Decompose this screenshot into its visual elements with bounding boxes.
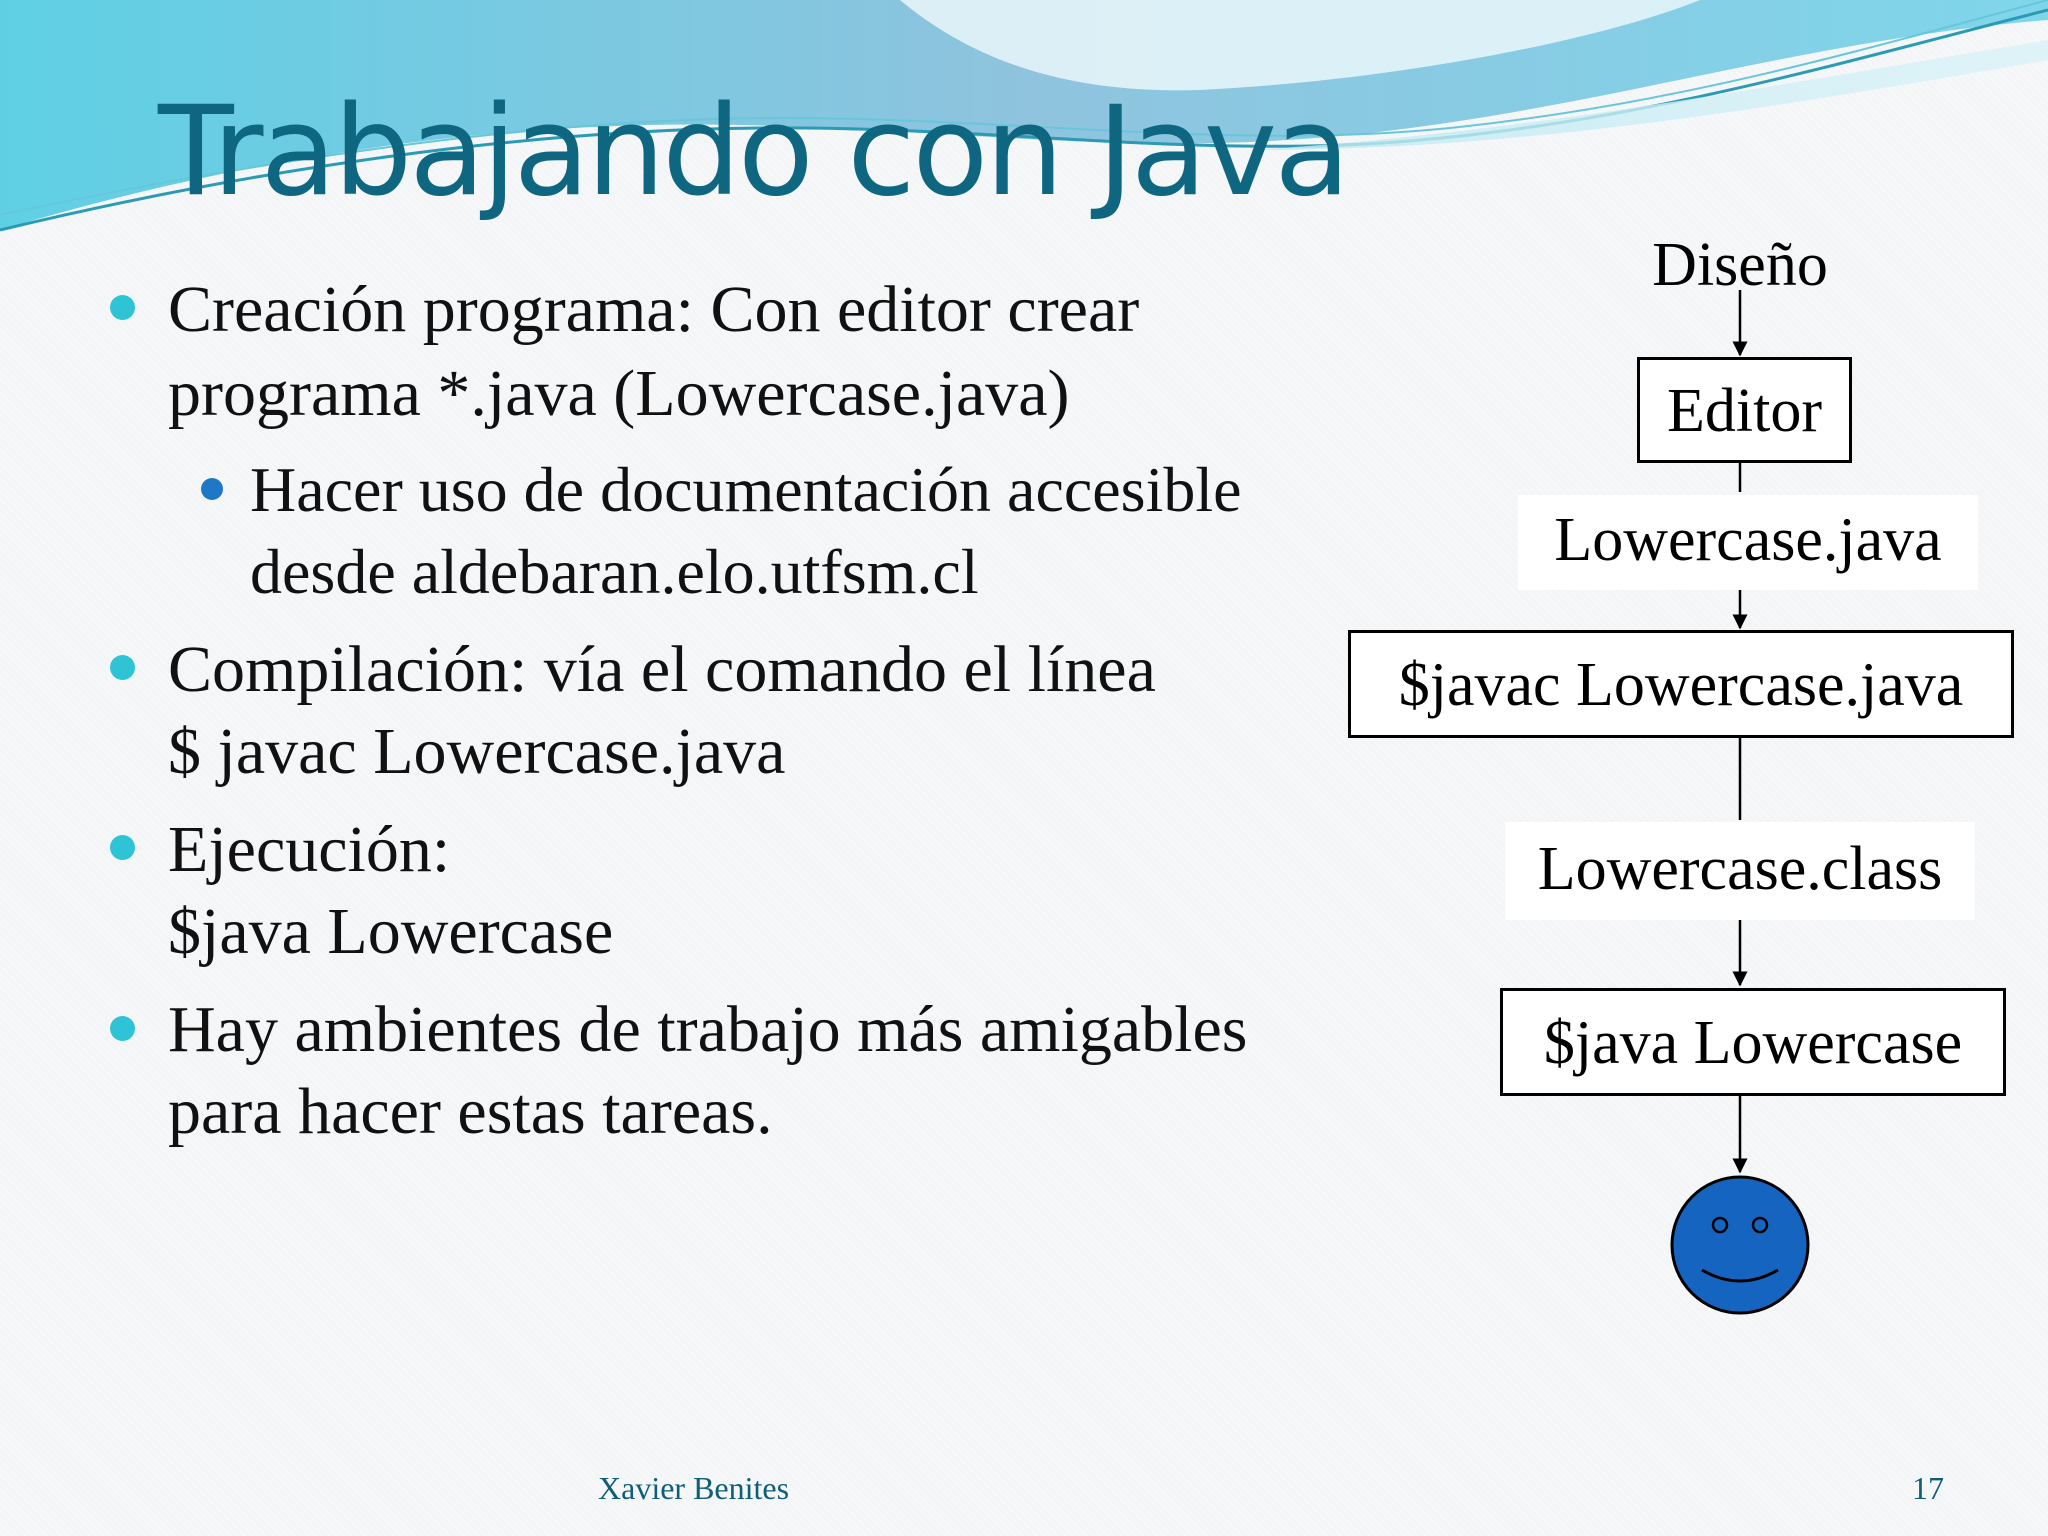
page-number: 17: [1912, 1470, 1944, 1506]
workflow-diagram: [1340, 220, 2040, 1340]
smiley-face-icon: [1672, 1177, 1808, 1313]
source-file-label-bg: [1518, 495, 1978, 590]
bullet-marker-icon: [110, 1016, 135, 1041]
bullet-marker-icon: [110, 655, 135, 680]
source-file-label: Lowercase.java: [1554, 506, 1942, 574]
bullet-line: Hay ambientes de trabajo más amigables: [168, 993, 1248, 1066]
slide-title: Trabajando con Java: [158, 80, 1348, 224]
compile-box: [1348, 630, 2014, 738]
sub-bullet-line: Hacer uso de documentación accesible: [250, 454, 1242, 525]
bullet-line: para hacer estas tareas.: [168, 1075, 773, 1148]
bullet-marker-icon: [110, 295, 135, 320]
bullet-line: programa *.java (Lowercase.java): [168, 357, 1070, 430]
bullet-line: Creación programa: Con editor crear: [168, 273, 1140, 346]
bullet-marker-icon: [110, 835, 135, 860]
footer-author: Xavier Benites: [598, 1470, 790, 1506]
class-file-label-bg: [1505, 822, 1975, 920]
run-box-label: $java Lowercase: [1543, 1009, 1963, 1077]
diagram-start-label: Diseño: [1652, 231, 1828, 299]
editor-box-label: Editor: [1667, 377, 1822, 445]
class-file-label: Lowercase.class: [1537, 835, 1943, 903]
editor-box: [1637, 357, 1852, 463]
bullet-line: Ejecución:: [168, 813, 451, 886]
bullet-line: Compilación: vía el comando el línea: [168, 633, 1156, 706]
sub-bullet-marker-icon: [201, 478, 223, 500]
bullet-line: $java Lowercase: [168, 895, 614, 968]
bullet-line: $ javac Lowercase.java: [168, 715, 786, 788]
sub-bullet-line: desde aldebaran.elo.utfsm.cl: [250, 536, 979, 607]
compile-box-label: $javac Lowercase.java: [1398, 651, 1964, 719]
run-box: [1500, 988, 2006, 1096]
